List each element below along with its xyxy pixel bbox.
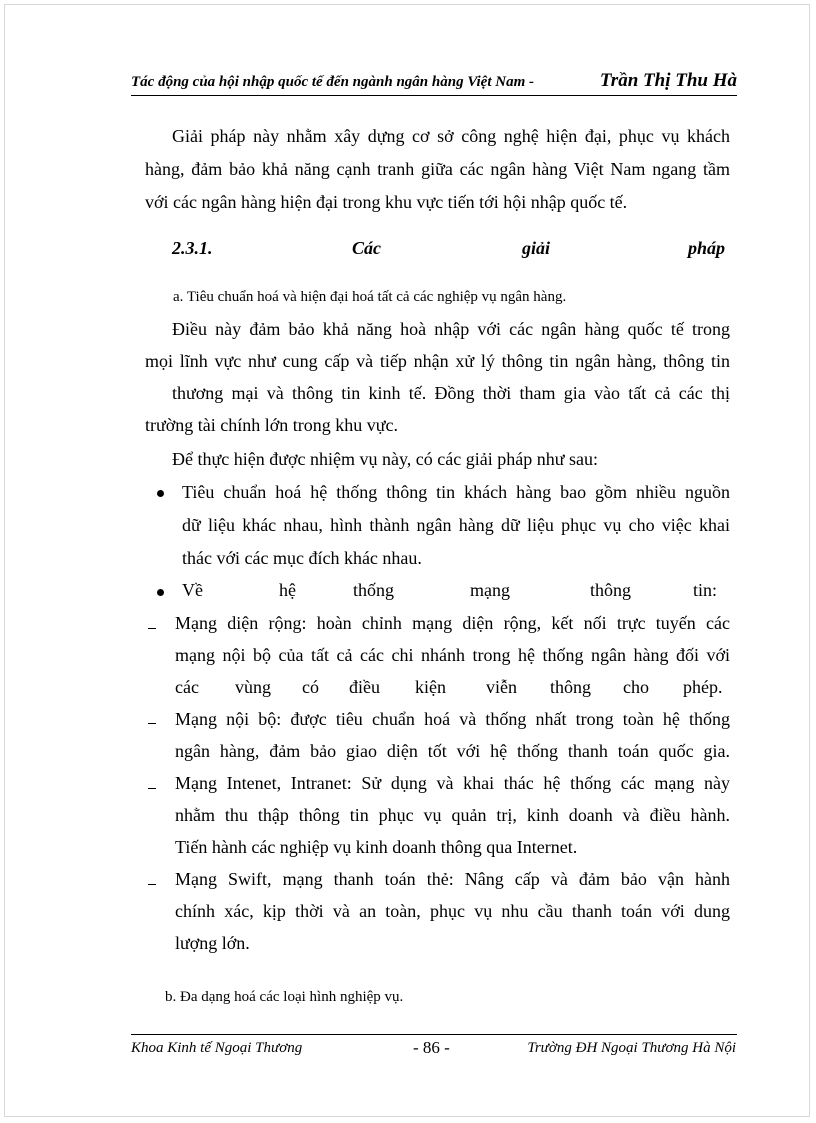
- bullet2-word: thống: [353, 580, 395, 600]
- dash-item-word: các: [175, 677, 199, 697]
- dash-item-word: có: [302, 677, 319, 697]
- dash-item-line: mạng nội bộ của tất cả các chi nhánh trong hệ thống ngân hàng đối với: [175, 645, 730, 665]
- running-header: [131, 70, 737, 96]
- dash-item-line: Tiến hành các nghiệp vụ kinh doanh thông qua Internet.: [175, 837, 578, 857]
- dash-item-word: cho: [623, 677, 649, 697]
- dash-item-line: Mạng nội bộ: được tiêu chuẩn hoá và thống nhất trong toàn hệ thống: [175, 709, 730, 729]
- para-a-line: thương mại và thông tin kinh tế. Đồng thời tham gia vào tất cả các thị: [172, 383, 730, 403]
- para-a-line: mọi lĩnh vực như cung cấp và tiếp nhận xử lý thông tin ngân hàng, thông tin: [145, 351, 730, 371]
- dash-icon: [148, 628, 156, 629]
- subheading-b: b. Đa dạng hoá các loại hình nghiệp vụ.: [165, 989, 404, 1005]
- header-author: Trần Thị Thu Hà: [599, 70, 737, 91]
- bullet1-line: thác với các mục đích khác nhau.: [182, 548, 422, 568]
- section-word: giải: [522, 238, 551, 258]
- footer-university: Trường ĐH Ngoại Thương Hà Nội: [527, 1040, 736, 1056]
- dash-item-line: Mạng Intenet, Intranet: Sử dụng và khai thác hệ thống các mạng này: [175, 773, 730, 793]
- footer-faculty: Khoa Kinh tế Ngoại Thương: [131, 1040, 303, 1056]
- bullet2-word: tin:: [693, 580, 718, 600]
- dash-item-word: viễn: [486, 677, 517, 697]
- dash-item-word: phép.: [683, 677, 723, 697]
- dash-icon: [148, 884, 156, 885]
- intro-line: với các ngân hàng hiện đại trong khu vực tiến tới hội nhập quốc tế.: [145, 192, 628, 212]
- dash-icon: [148, 723, 156, 724]
- bullet2-word: Về: [182, 580, 203, 600]
- bullet2-word: mạng: [470, 580, 510, 600]
- dash-icon: [148, 788, 156, 789]
- header-title: Tác động của hội nhập quốc tế đến ngành ngân hàng Việt Nam -: [131, 74, 534, 90]
- dash-item-line: nhằm thu thập thông tin phục vụ quản trị, kinh doanh và điều hành.: [175, 805, 730, 825]
- bullet-icon: [157, 589, 164, 596]
- page-number: - 86 -: [413, 1038, 450, 1057]
- header-rule: [131, 95, 737, 96]
- section-number: 2.3.1.: [172, 238, 213, 258]
- section-word: Các: [352, 238, 381, 258]
- intro-line: hàng, đảm bảo khả năng cạnh tranh giữa các ngân hàng Việt Nam ngang tầm: [145, 159, 730, 179]
- section-word: pháp: [688, 238, 726, 258]
- bullet1-line: Tiêu chuẩn hoá hệ thống thông tin khách hàng bao gồm nhiều nguồn: [182, 482, 730, 502]
- para-a-line: Điều này đảm bảo khả năng hoà nhập với các ngân hàng quốc tế trong: [172, 319, 730, 339]
- dash-item-line: ngân hàng, đảm bảo giao diện tốt với hệ thống thanh toán quốc gia.: [175, 741, 730, 761]
- dash-item-word: kiện: [415, 677, 446, 697]
- bullet2-word: hệ: [279, 580, 296, 600]
- dash-item-word: điều: [349, 677, 380, 697]
- bullet-icon: [157, 490, 164, 497]
- solutions-intro: Để thực hiện được nhiệm vụ này, có các giải pháp như sau:: [172, 449, 598, 469]
- bullet1-line: dữ liệu khác nhau, hình thành ngân hàng dữ liệu phục vụ cho việc khai: [182, 515, 730, 535]
- dash-item-line: Mạng diện rộng: hoàn chỉnh mạng diện rộng, kết nối trực tuyến các: [175, 613, 730, 633]
- bullet2-word: thông: [590, 580, 632, 600]
- dash-item-line: chính xác, kịp thời và an toàn, phục vụ nhu cầu thanh toán với dung: [175, 901, 730, 921]
- intro-line: Giải pháp này nhằm xây dựng cơ sở công nghệ hiện đại, phục vụ khách: [172, 126, 730, 146]
- footer-rule: [131, 1034, 737, 1035]
- para-a-line: trường tài chính lớn trong khu vực.: [145, 415, 399, 435]
- dash-item-line: Mạng Swift, mạng thanh toán thẻ: Nâng cấp và đảm bảo vận hành: [175, 869, 730, 889]
- dash-item-word: thông: [550, 677, 592, 697]
- dash-item-word: vùng: [235, 677, 271, 697]
- dash-item-line: lượng lớn.: [175, 933, 250, 953]
- subheading-a: a. Tiêu chuẩn hoá và hiện đại hoá tất cả các nghiệp vụ ngân hàng.: [173, 289, 567, 305]
